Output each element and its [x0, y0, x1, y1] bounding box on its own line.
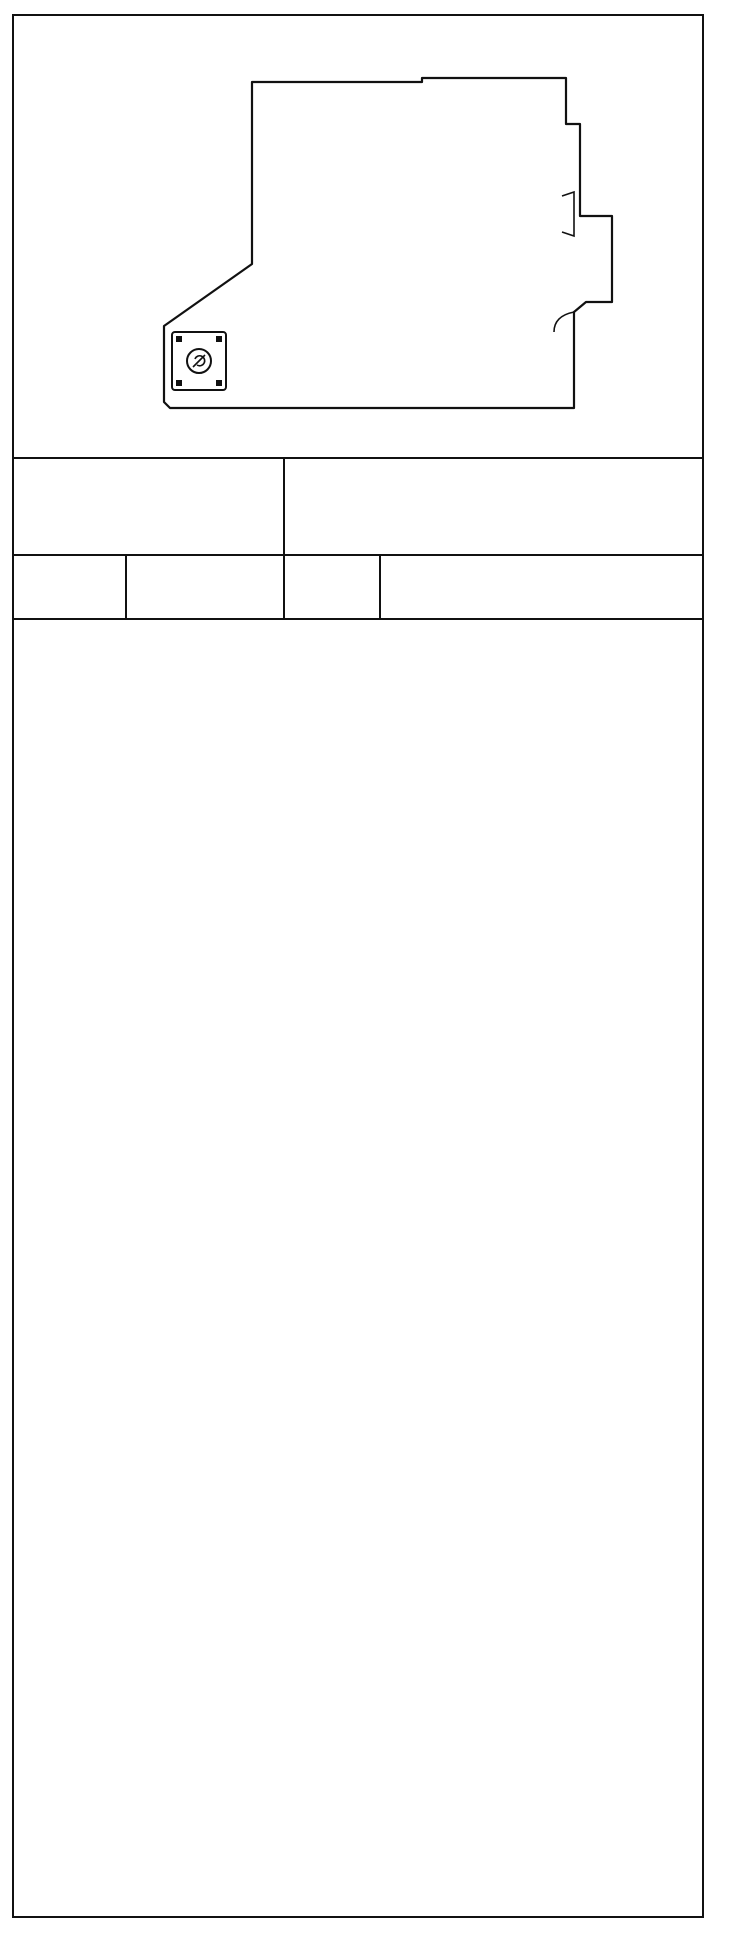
connector-info-row [14, 457, 702, 555]
connector-sheet [12, 14, 704, 1918]
header-pin [14, 555, 126, 619]
connector-info-label [14, 457, 284, 555]
header-function [380, 555, 702, 619]
header-wire-color [126, 555, 284, 619]
pin-table [14, 457, 702, 620]
fuse-block-drawing [14, 16, 702, 457]
table-header-row [14, 555, 702, 619]
header-circuit-no [284, 555, 380, 619]
fuse-block-diagram [14, 16, 702, 459]
connector-info-value [284, 457, 702, 555]
